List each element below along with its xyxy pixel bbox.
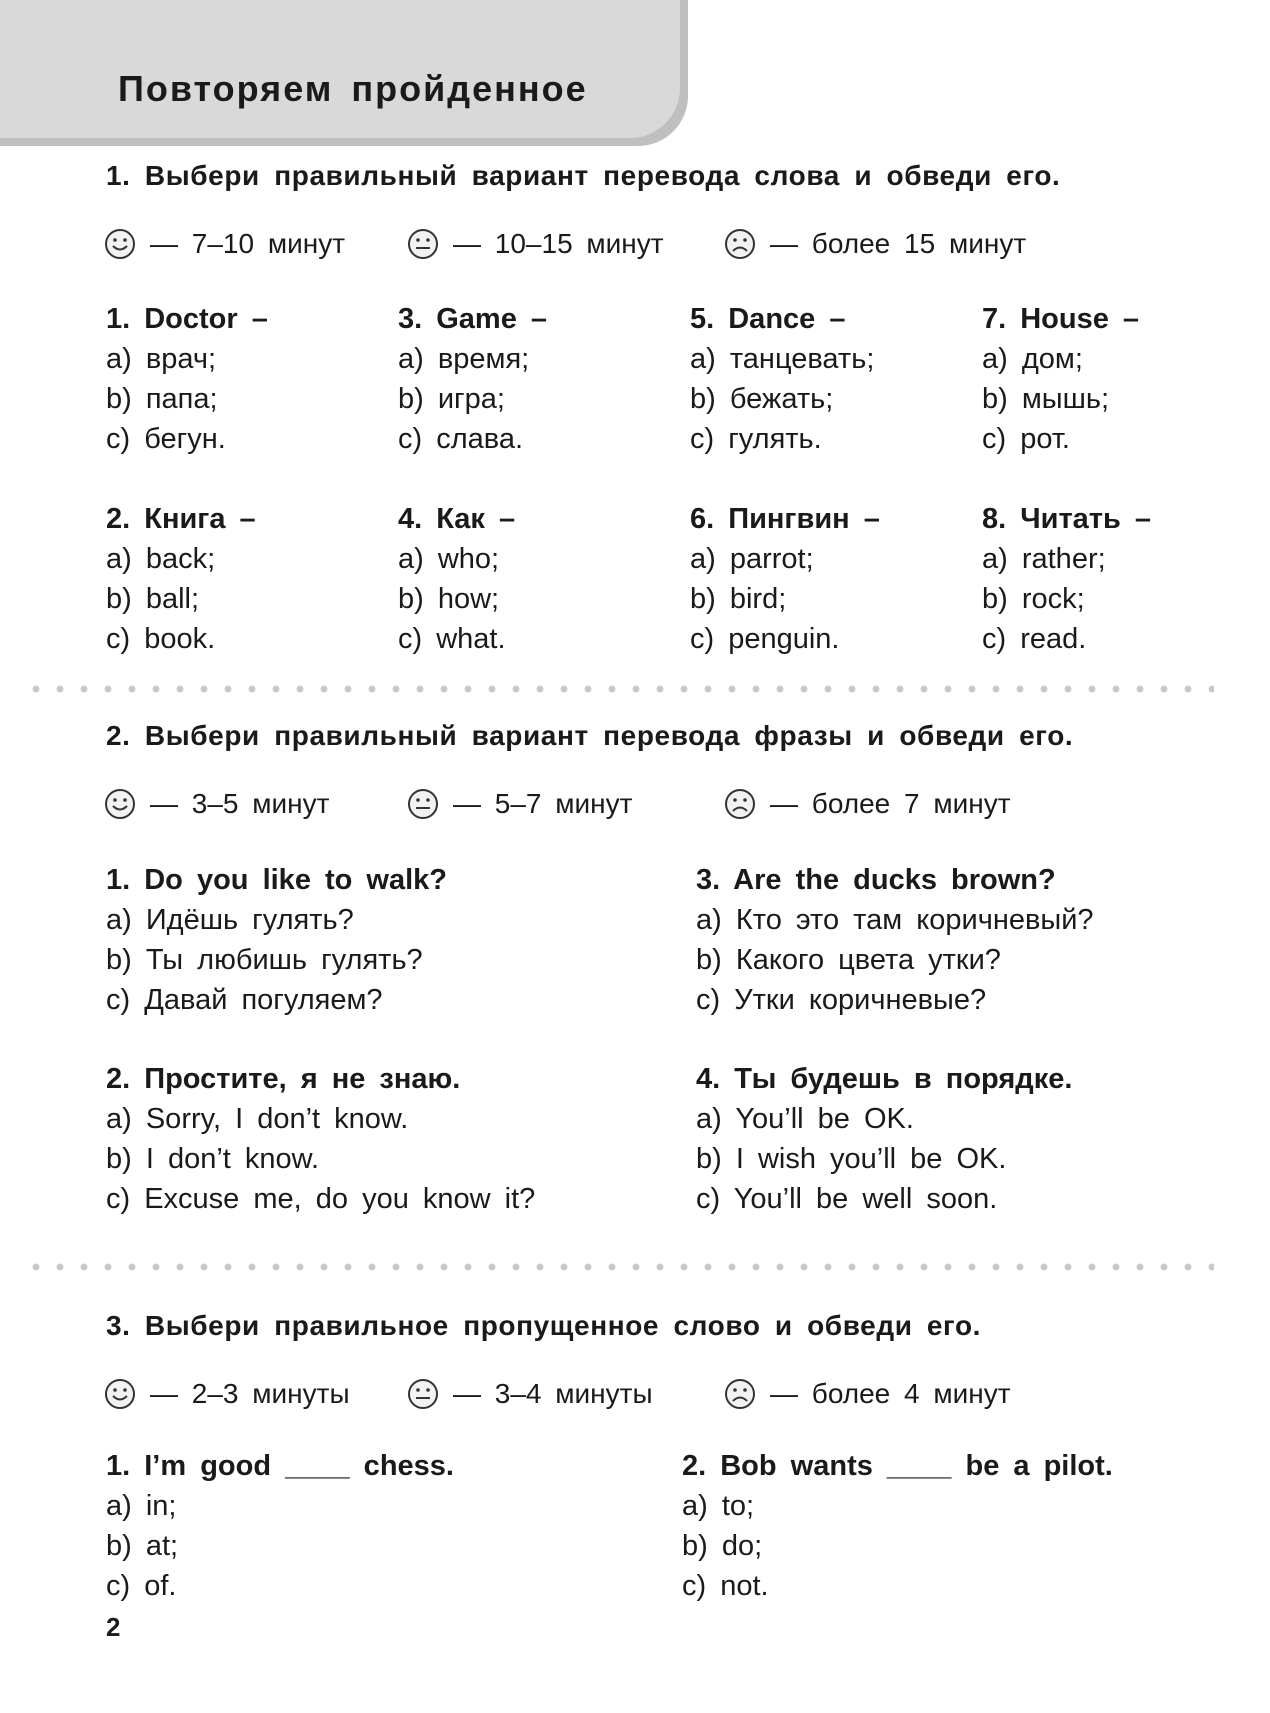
- question-1-5: [690, 299, 874, 459]
- option-a: a) Sorry, I don’t know.: [106, 1103, 409, 1135]
- option-b: b) rock;: [982, 583, 1085, 615]
- task-1-timing: [104, 224, 1204, 264]
- option-b: b) I don’t know.: [106, 1143, 320, 1175]
- option-b: b) игра;: [398, 383, 505, 415]
- option-c: c) рот.: [982, 423, 1070, 455]
- task-3-instruction: 3. Выбери правильное пропущенное слово и обведи его.: [106, 1310, 982, 1341]
- option-b: b) ball;: [106, 583, 200, 615]
- question-2-2: [106, 1059, 535, 1219]
- option-c: c) гулять.: [690, 423, 822, 455]
- option-c: c) read.: [982, 623, 1087, 655]
- option-b: b) how;: [398, 583, 500, 615]
- option-a: a) who;: [398, 543, 500, 575]
- option-b: b) Ты любишь гулять?: [106, 944, 423, 976]
- option-c: c) You’ll be well soon.: [696, 1183, 998, 1215]
- option-b: b) Какого цвета утки?: [696, 944, 1001, 976]
- timing-fast: — 2–3 минуты: [150, 1378, 350, 1409]
- sad-face-icon: [724, 788, 756, 820]
- neutral-face-icon: [407, 788, 439, 820]
- page-title: Повторяем пройденное: [118, 68, 588, 109]
- timing-slow: — более 4 минут: [770, 1378, 1011, 1409]
- sad-face-icon: [724, 1378, 756, 1410]
- question-1-2: [106, 499, 256, 659]
- question-3-1: [106, 1446, 454, 1606]
- option-c: c) penguin.: [690, 623, 840, 655]
- question-1-6: [690, 499, 880, 659]
- question-head: 2. Простите, я не знаю.: [106, 1063, 461, 1095]
- question-head: 3. Are the ducks brown?: [696, 864, 1056, 896]
- task-3-timing: [104, 1374, 1204, 1414]
- question-head: 4. Как –: [398, 503, 516, 535]
- question-head: 8. Читать –: [982, 503, 1151, 535]
- question-1-7: [982, 299, 1139, 459]
- question-head: 7. House –: [982, 303, 1140, 335]
- question-2-3: [696, 860, 1094, 1020]
- option-b: b) bird;: [690, 583, 787, 615]
- question-head: 1. Do you like to walk?: [106, 864, 448, 896]
- page-number: 2: [106, 1612, 121, 1642]
- option-a: a) врач;: [106, 343, 217, 375]
- question-head: 3. Game –: [398, 303, 548, 335]
- option-c: c) бегун.: [106, 423, 226, 455]
- question-head: 6. Пингвин –: [690, 503, 880, 535]
- option-a: a) to;: [682, 1490, 755, 1522]
- smile-face-icon: [104, 1378, 136, 1410]
- option-a: a) Идёшь гулять?: [106, 904, 354, 936]
- smile-face-icon: [104, 788, 136, 820]
- option-b: b) папа;: [106, 383, 218, 415]
- question-head: 1. Doctor –: [106, 303, 268, 335]
- sad-face-icon: [724, 228, 756, 260]
- option-c: c) Утки коричневые?: [696, 984, 987, 1016]
- option-a: a) Кто это там коричневый?: [696, 904, 1094, 936]
- timing-fast: — 7–10 минут: [150, 228, 346, 259]
- option-a: a) parrot;: [690, 543, 814, 575]
- question-1-8: [982, 499, 1151, 659]
- dotted-divider: [24, 685, 1214, 693]
- question-3-2: [682, 1446, 1113, 1606]
- option-c: c) not.: [682, 1570, 769, 1602]
- question-head: 2. Книга –: [106, 503, 256, 535]
- timing-slow: — более 15 минут: [770, 228, 1027, 259]
- option-a: a) in;: [106, 1490, 177, 1522]
- option-b: b) бежать;: [690, 383, 834, 415]
- option-a: a) танцевать;: [690, 343, 875, 375]
- timing-medium: — 5–7 минут: [453, 788, 633, 819]
- option-a: a) rather;: [982, 543, 1106, 575]
- option-c: c) Давай погуляем?: [106, 984, 383, 1016]
- question-1-3: [398, 299, 547, 459]
- dotted-divider: [24, 1263, 1214, 1271]
- option-c: c) what.: [398, 623, 506, 655]
- question-1-1: [106, 299, 268, 459]
- question-1-4: [398, 499, 515, 659]
- option-c: c) слава.: [398, 423, 524, 455]
- option-a: a) дом;: [982, 343, 1083, 375]
- option-c: c) Excuse me, do you know it?: [106, 1183, 536, 1215]
- timing-medium: — 3–4 минуты: [453, 1378, 653, 1409]
- question-2-4: [696, 1059, 1072, 1219]
- task-2-instruction: 2. Выбери правильный вариант перевода фразы и обведи его.: [106, 720, 1074, 751]
- task-2-timing: [104, 784, 1204, 824]
- timing-fast: — 3–5 минут: [150, 788, 330, 819]
- option-b: b) I wish you’ll be OK.: [696, 1143, 1007, 1175]
- option-c: c) of.: [106, 1570, 177, 1602]
- question-head: 5. Dance –: [690, 303, 846, 335]
- option-a: a) время;: [398, 343, 530, 375]
- question-head: 1. I’m good ____ chess.: [106, 1450, 454, 1482]
- option-b: b) мышь;: [982, 383, 1110, 415]
- timing-slow: — более 7 минут: [770, 788, 1011, 819]
- smile-face-icon: [104, 228, 136, 260]
- question-2-1: [106, 860, 447, 1020]
- neutral-face-icon: [407, 228, 439, 260]
- task-1-instruction: 1. Выбери правильный вариант перевода слова и обведи его.: [106, 160, 1061, 191]
- option-a: a) back;: [106, 543, 216, 575]
- timing-medium: — 10–15 минут: [453, 228, 664, 259]
- option-a: a) You’ll be OK.: [696, 1103, 914, 1135]
- option-c: c) book.: [106, 623, 216, 655]
- question-head: 2. Bob wants ____ be a pilot.: [682, 1450, 1113, 1482]
- option-b: b) do;: [682, 1530, 763, 1562]
- question-head: 4. Ты будешь в порядке.: [696, 1063, 1073, 1095]
- neutral-face-icon: [407, 1378, 439, 1410]
- option-b: b) at;: [106, 1530, 179, 1562]
